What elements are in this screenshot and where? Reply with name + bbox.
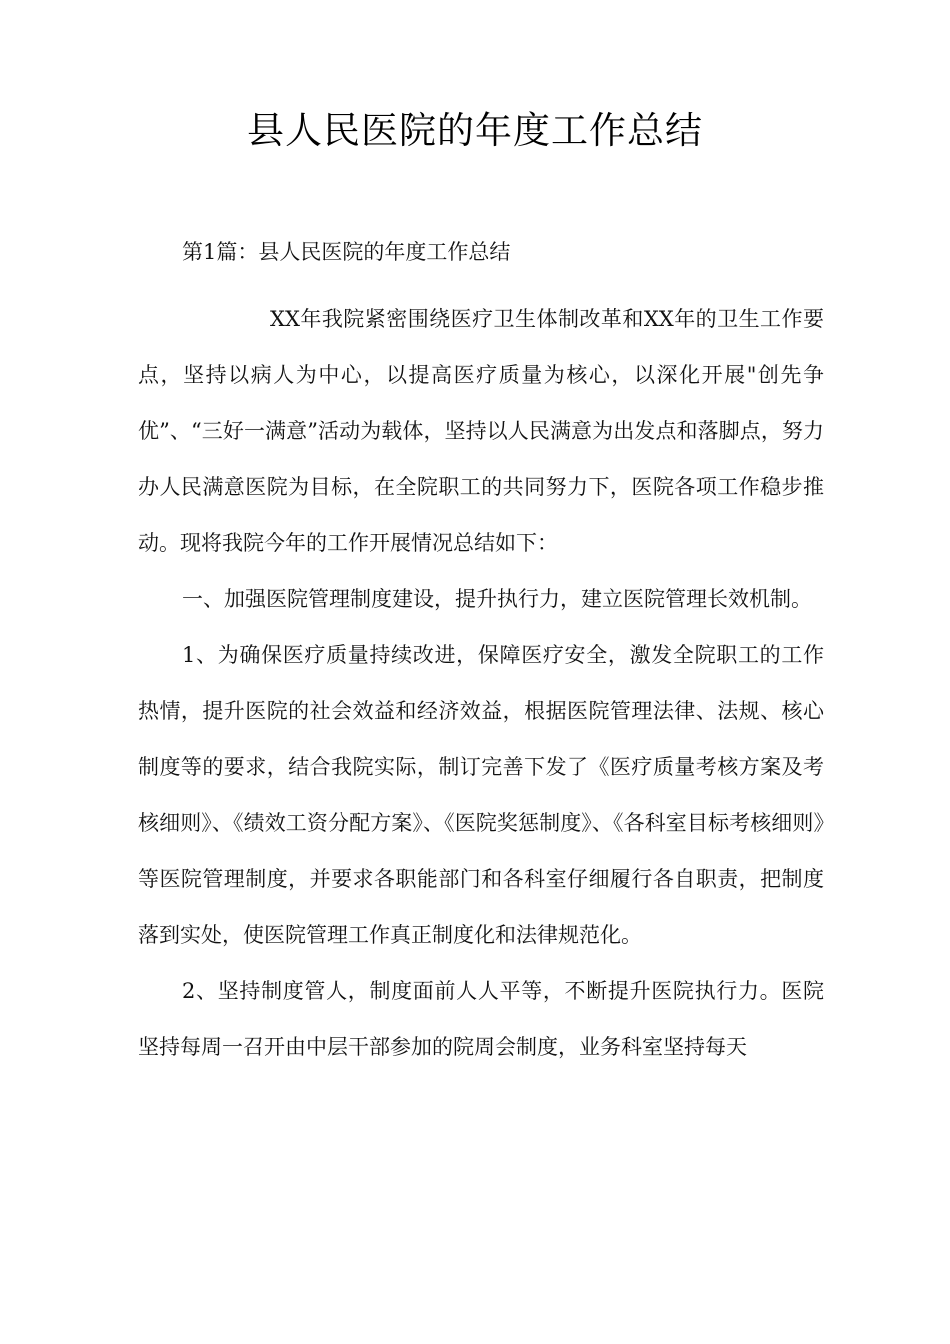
body-paragraph: XX年我院紧密围绕医疗卫生体制改革和XX年的卫生工作要点，坚持以病人为中心，以提高医疗质量为核心，以深化开展"创先争优”、“三好一满意”活动为载体，坚持以人民满意为出发点和落脚点，努力办人民满意医院为目标，在全院职工的共同努力下，医院各项工作稳步推动。现将我院今年的工作开展情况总结如下： <box>138 307 824 555</box>
body-paragraph: 1、为确保医疗质量持续改进，保障医疗安全，激发全院职工的工作热情，提升医院的社会效益和经济效益，根据医院管理法律、法规、核心制度等的要求，结合我院实际，制订完善下发了《医疗质量考核方案及考核细则》、《绩效工资分配方案》、《医院奖惩制度》、《各科室目标考核细则》等医院管理制度，并要求各职能部门和各科室仔细履行各自职责，把制度落到实处，使医院管理工作真正制度化和法律规范化。 <box>138 643 824 947</box>
body-paragraph: 2、坚持制度管人，制度面前人人平等，不断提升医院执行力。医院坚持每周一召开由中层干部参加的院周会制度，业务科室坚持每天 <box>138 979 824 1059</box>
section-heading: 一、加强医院管理制度建设，提升执行力，建立医院管理长效机制。 <box>182 587 812 611</box>
document-body <box>138 291 824 1075</box>
document-subheading: 第1篇：县人民医院的年度工作总结 <box>182 240 511 264</box>
document-title: 县人民医院的年度工作总结 <box>247 109 703 152</box>
